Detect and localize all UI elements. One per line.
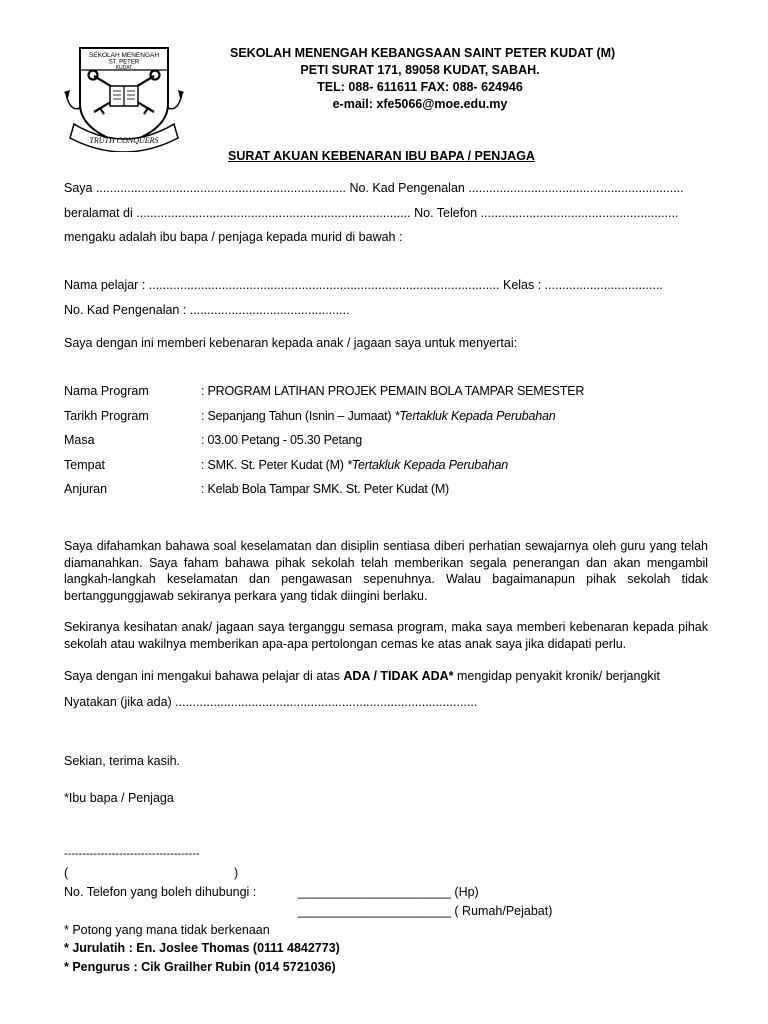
first-aid-paragraph: Sekiranya kesihatan anak/ jagaan saya terganggu semasa program, maka saya memberi kebenaran kepada pihak sekolah atau wakilnya memberikan apa-apa pertolongan cemas ke atas anak saya jika didapati perlu. [64,620,708,651]
program-label-masa: Masa [64,433,95,447]
name-paren-open: ( [64,866,69,880]
health-choice: ADA / TIDAK ADA* [343,669,454,683]
school-crest-logo [60,42,188,152]
coach-contact: * Jurulatih : En. Joslee Thomas (0111 4842773) [64,941,340,955]
safety-paragraph: Saya difahamkan bahawa soal keselamatan dan disiplin sentiasa diberi perhatian sewajarnya oleh guru yang telah diamanahkan. Saya faham bahawa pihak sekolah telah memberikan segala penerangan dan akan mengambil langkah-langkah keselamatan dan pengawasan sepenuhnya. Walau bagaimanapun pihak sekolah tidak bertanggunggjawab sekiranya perkara yang tidak diingini berlaku. [64,539,708,603]
health-details-line: Nyatakan (jika ada) ....................................................................................... [64,695,478,709]
program-note-tempat: *Tertakluk Kepada Perubahan [347,458,508,472]
program-label-tarikh: Tarikh Program [64,409,149,423]
program-note-tarikh: *Tertakluk Kepada Perubahan [394,409,556,423]
program-value-tempat: : SMK. St. Peter Kudat (M) *Tertakluk Kepada Perubahan [201,458,508,472]
program-value-masa: : 03.00 Petang - 05.30 Petang [201,433,362,447]
program-label-tempat: Tempat [64,458,105,472]
closing-thanks: Sekian, terima kasih. [64,754,181,768]
program-value-anjuran: : Kelab Bola Tampar SMK. St. Peter Kudat (M) [201,482,450,496]
health-declaration: Saya dengan ini mengakui bahawa pelajar di atas ADA / TIDAK ADA* mengidap penyakit kronik/ berjangkit [64,669,660,683]
logo-text-top: SEKOLAH MENENGAH [88,52,160,59]
program-value-tarikh: : Sepanjang Tahun (Isnin – Jumaat) *Tertakluk Kepada Perubahan [201,409,556,423]
document-title: SURAT AKUAN KEBENARAN IBU BAPA / PENJAGA [228,149,535,163]
school-address: PETI SURAT 171, 89058 KUDAT, SABAH. [300,63,540,77]
contact-phone-label: No. Telefon yang boleh dihubungi : [64,885,257,899]
strike-note: * Potong yang mana tidak berkenaan [64,923,270,937]
permission-statement: Saya dengan ini memberi kebenaran kepada anak / jagaan saya untuk menyertai: [64,336,518,350]
student-name-class-line: Nama pelajar : ..................................................................................................... Kelas : .................................. [64,278,663,292]
manager-contact: * Pengurus : Cik Grailher Rubin (014 5721036) [64,960,336,974]
school-email: e-mail: xfe5066@moe.edu.my [332,97,508,111]
program-value-nama: : PROGRAM LATIHAN PROJEK PEMAIN BOLA TAMPAR SEMESTER [201,384,585,398]
program-label-nama: Nama Program [64,384,149,398]
name-paren-close: ) [234,866,239,880]
signatory-label: *Ibu bapa / Penjaga [64,791,174,805]
parent-address-phone-line: beralamat di ............................................................................... No. Telefon ......................................................... [64,206,679,220]
student-ic-line: No. Kad Pengenalan : .............................................. [64,303,350,317]
parent-declaration: mengaku adalah ibu bapa / penjaga kepada murid di bawah : [64,230,403,244]
school-name: SEKOLAH MENENGAH KEBANGSAAN SAINT PETER KUDAT (M) [230,46,616,60]
logo-text-city: KUDAT [115,65,133,71]
signature-line: ------------------------------------- [64,848,200,860]
contact-office-line: ______________________ ( Rumah/Pejabat) [298,904,553,918]
program-label-anjuran: Anjuran [64,482,108,496]
contact-hp-line: ______________________ (Hp) [298,885,479,899]
school-phone-fax: TEL: 088- 611611 FAX: 088- 624946 [317,80,523,94]
logo-text-mid: ST. PETER [108,59,140,66]
parent-name-ic-line: Saya ........................................................................ No. Kad Pengenalan .............................................................. [64,181,684,195]
logo-motto: TRUTH CONQUERS [89,136,159,145]
